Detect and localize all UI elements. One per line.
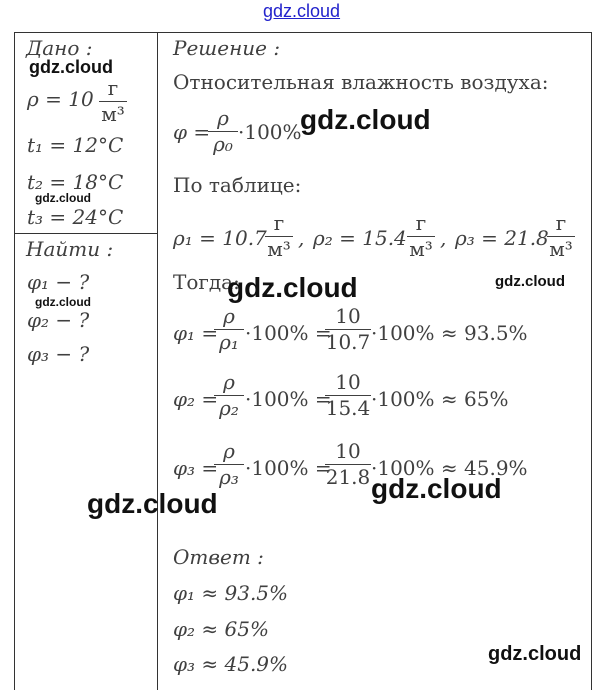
answer-phi3: φ₃ ≈ 45.9% [173, 652, 289, 676]
formula-lhs: φ = [173, 120, 211, 144]
calc1-value-fraction: 10 10.7 [325, 304, 371, 354]
calc3-value-fraction: 10 21.8 [325, 439, 371, 489]
find-phi2: φ₂ − ? [27, 308, 90, 332]
density-rho2: ρ₂ = 15.4 [313, 226, 407, 250]
given-title: Дано : [26, 36, 93, 60]
calc3-mid: ·100% = [245, 456, 332, 480]
answer-phi1: φ₁ ≈ 93.5% [173, 581, 289, 605]
watermark: gdz.cloud [87, 488, 218, 519]
calc1-fraction: ρ ρ₁ [214, 305, 244, 353]
given-density-unit: г м³ [99, 77, 127, 125]
find-phi3: φ₃ − ? [27, 342, 90, 366]
top-watermark-link[interactable]: gdz.cloud [263, 1, 341, 21]
given-t2: t₂ = 18°C [27, 170, 124, 194]
watermark: gdz.cloud [35, 295, 91, 309]
answer-title: Ответ : [173, 545, 264, 569]
table-border-left [14, 32, 15, 690]
table-border-top [14, 32, 592, 33]
watermark: gdz.cloud [29, 57, 113, 77]
watermark: gdz.cloud [488, 643, 582, 665]
calc1-mid: ·100% = [245, 321, 332, 345]
watermark: gdz.cloud [35, 191, 91, 205]
calc3-fraction: ρ ρ₃ [214, 440, 244, 488]
density-rho1: ρ₁ = 10.7 [173, 226, 267, 250]
density-rho1-unit: г м³ [265, 212, 293, 260]
calc1-lhs: φ₁ = [173, 321, 219, 345]
formula-fraction: ρ ρ₀ [208, 107, 238, 155]
calc2-mid: ·100% = [245, 387, 332, 411]
answer-phi2: φ₂ ≈ 65% [173, 617, 269, 641]
watermark: gdz.cloud [371, 473, 502, 504]
separator-2: , [440, 226, 447, 250]
calc2-result: ·100% ≈ 65% [371, 387, 509, 411]
watermark: gdz.cloud [300, 104, 431, 135]
given-density: ρ = 10 [27, 87, 94, 111]
density-rho3: ρ₃ = 21.8 [455, 226, 549, 250]
formula-rhs: ·100% [238, 120, 302, 144]
given-t1: t₁ = 12°C [27, 133, 124, 157]
calc2-lhs: φ₂ = [173, 387, 219, 411]
table-border-right [591, 32, 592, 690]
solution-intro: Относительная влажность воздуха: [173, 70, 549, 94]
find-title: Найти : [26, 237, 114, 261]
calc2-fraction: ρ ρ₂ [214, 371, 244, 419]
given-find-divider [14, 233, 158, 234]
density-rho3-unit: г м³ [547, 212, 575, 260]
table-column-divider [157, 32, 158, 690]
given-t3: t₃ = 24°C [27, 205, 124, 229]
calc3-result: ·100% ≈ 45.9% [371, 456, 528, 480]
watermark: gdz.cloud [227, 272, 358, 303]
calc3-lhs: φ₃ = [173, 456, 219, 480]
solution-title: Решение : [173, 36, 281, 60]
density-rho2-unit: г м³ [407, 212, 435, 260]
separator-1: , [298, 226, 305, 250]
calc2-value-fraction: 10 15.4 [325, 370, 371, 420]
watermark: gdz.cloud [495, 273, 565, 290]
find-phi1: φ₁ − ? [27, 270, 90, 294]
table-label: По таблице: [173, 173, 302, 197]
calc1-result: ·100% ≈ 93.5% [371, 321, 528, 345]
then-label: Тогда: [173, 270, 240, 294]
